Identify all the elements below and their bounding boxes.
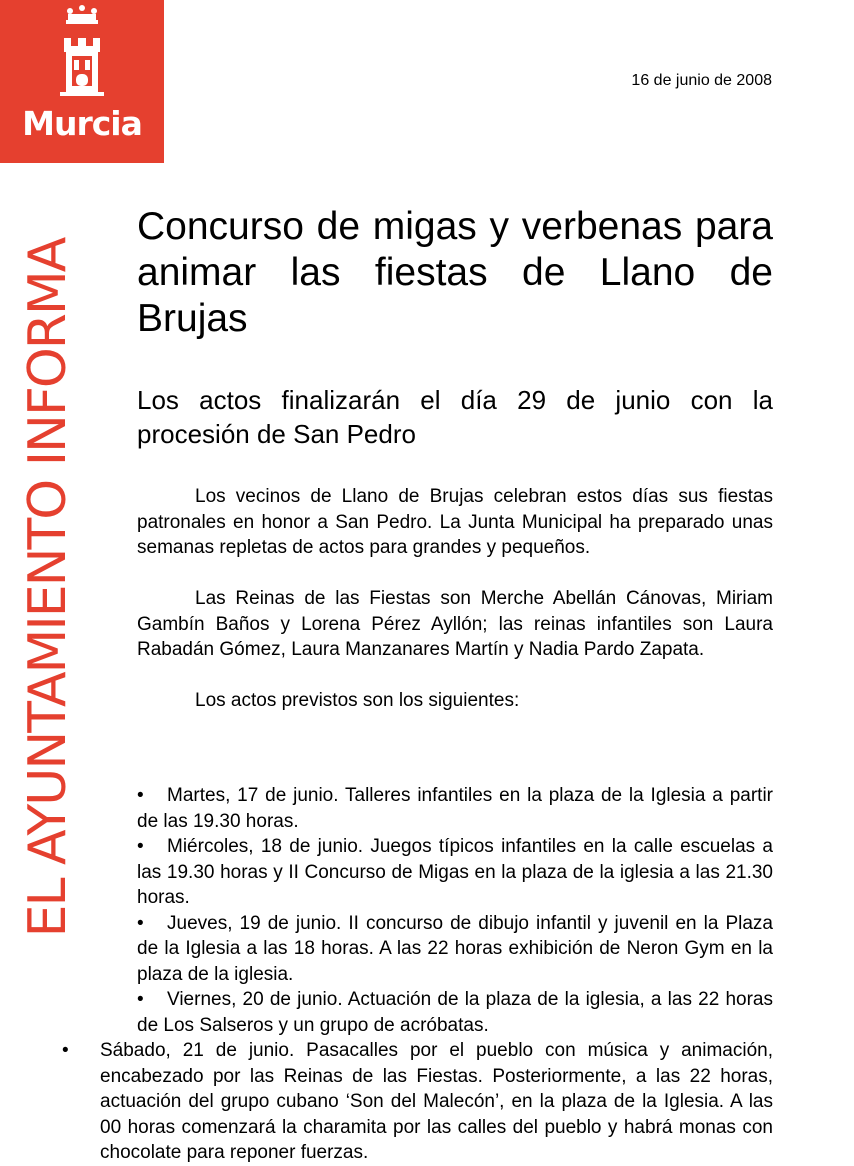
bullet-icon: • <box>62 1040 69 1061</box>
article-body <box>137 484 773 714</box>
list-item <box>100 987 773 1038</box>
publication-date: 16 de junio de 2008 <box>631 72 772 89</box>
bullet-icon: • <box>137 912 144 934</box>
paragraph: Los actos previstos son los siguientes: <box>195 690 520 711</box>
list-item <box>100 911 773 988</box>
list-item-text: Jueves, 19 de junio. II concurso de dibujo infantil y juvenil en la Plaza de la Iglesia a las 18 horas. A las 22 horas exhibición de Neron Gym en la plaza de la iglesia. <box>137 912 773 985</box>
list-item <box>100 834 773 911</box>
logo-wordmark: Murcia <box>22 104 142 143</box>
article-subtitle: Los actos finalizarán el día 29 de junio con la procesión de San Pedro <box>137 385 773 449</box>
paragraph: Los vecinos de Llano de Brujas celebran estos días sus fiestas patronales en honor a San Pedro. La Junta Municipal ha preparado unas semanas repletas de actos para grandes y pequeños. <box>137 486 773 558</box>
events-list <box>100 783 773 1038</box>
murcia-logo <box>0 0 164 163</box>
list-item <box>62 1038 773 1166</box>
list-item-text: Miércoles, 18 de junio. Juegos típicos infantiles en la calle escuelas a las 19.30 horas y II Concurso de Migas en la plaza de la iglesia a las 21.30 horas. <box>137 836 773 908</box>
article-title: Concurso de migas y verbenas para animar las fiestas de Llano de Brujas <box>137 205 773 340</box>
list-item-text: Sábado, 21 de junio. Pasacalles por el pueblo con música y animación, encabezado por las Reinas de las Fiestas. Posteriormente, a las 22 horas, actuación del grupo cubano ‘Son del Malecón’, en la plaza de la Iglesia. A las 00 horas comenzará la charamita por las calles del pueblo y habrá monas con chocolate para reponer fuerzas. <box>100 1040 773 1163</box>
list-item <box>100 783 773 834</box>
side-banner-text: EL AYUNTAMIENTO INFORMA <box>18 238 78 938</box>
list-item-text: Martes, 17 de junio. Talleres infantiles en la plaza de la Iglesia a partir de las 19.30 horas. <box>137 785 773 832</box>
bullet-icon: • <box>137 785 144 806</box>
paragraph: Las Reinas de las Fiestas son Merche Abellán Cánovas, Miriam Gambín Baños y Lorena Pérez Ayllón; las reinas infantiles son Laura Rabadán Gómez, Laura Manzanares Martín y Nadia Pardo Zapata. <box>137 588 773 660</box>
list-item-text: Viernes, 20 de junio. Actuación de la plaza de la iglesia, a las 22 horas de Los Salseros y un grupo de acróbatas. <box>137 989 773 1036</box>
side-banner <box>18 198 78 978</box>
bullet-icon: • <box>137 989 144 1010</box>
bullet-icon: • <box>137 836 144 857</box>
